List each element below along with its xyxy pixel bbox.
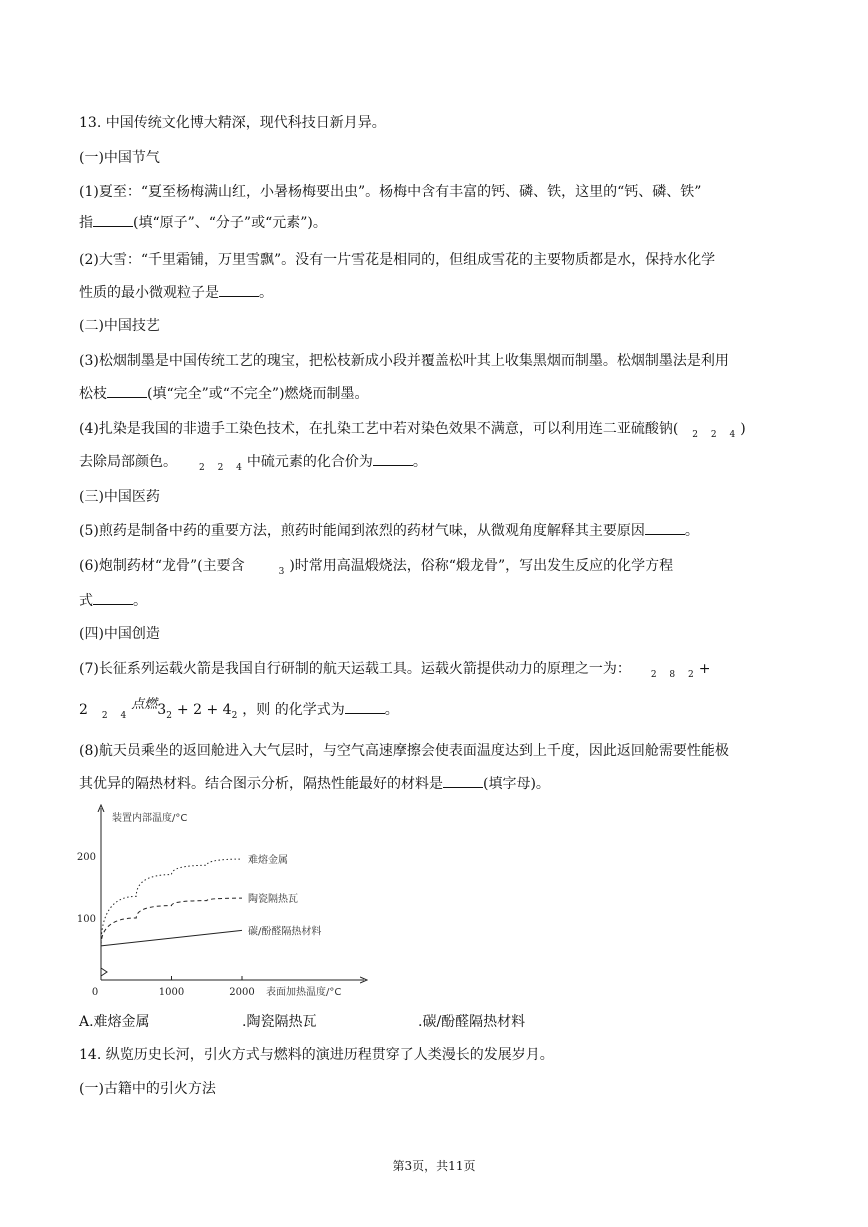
q13-section-4: (四)中国创造 bbox=[79, 626, 160, 642]
q13-p2-line1: (2)大雪：“千里霜铺，万里雪飘”。没有一片雪花是相同的，但组成雪花的主要物质都是水，保持水化学 bbox=[79, 252, 716, 268]
answer-blank[interactable] bbox=[373, 452, 413, 466]
q13-p4-line2: 去除局部颜色。 $_{2 2 4}$中硫元素的化合价为 。 bbox=[79, 454, 427, 473]
y-axis-label: 装置内部温度/°C bbox=[112, 813, 188, 824]
q13-p2-line2: 性质的最小微观粒子是 。 bbox=[79, 285, 273, 301]
answer-blank[interactable] bbox=[345, 700, 385, 714]
series-label-2: 碳/酚醛隔热材料 bbox=[248, 926, 322, 938]
q13-p7-line2: 2 $_{2 4}$点燃$3_2+ 2 + 4_2$，则 的化学式为 。 bbox=[79, 697, 399, 721]
x-tick-label: 1000 bbox=[158, 987, 185, 998]
q13-section-2: (二)中国技艺 bbox=[79, 318, 160, 334]
q14-title: 14. 纵览历史长河，引火方式与燃料的演进历程贯穿了人类漫长的发展岁月。 bbox=[79, 1047, 554, 1063]
answer-blank[interactable] bbox=[93, 591, 133, 605]
q13-p3-line1: (3)松烟制墨是中国传统工艺的瑰宝，把松枝新成小段并覆盖松叶其上收集黑烟而制墨。松烟制墨法是利用 bbox=[79, 353, 729, 369]
x-axis-label: 表面加热温度/°C bbox=[266, 987, 342, 998]
x-tick-label: 0 bbox=[91, 987, 99, 998]
y-tick-label: 200 bbox=[76, 852, 96, 863]
q13-p3-line2: 松枝 (填“完全”或“不完全”)燃烧而制墨。 bbox=[79, 386, 369, 402]
q14-section-1: (一)古籍中的引火方法 bbox=[79, 1081, 216, 1097]
answer-blank[interactable] bbox=[107, 384, 147, 398]
answer-blank[interactable] bbox=[93, 213, 133, 227]
q13-p7-line1: (7)长征系列运载火箭是我国自行研制的航天运载工具。运载火箭提供动力的原理之一为： $_{2 8 2}$+ bbox=[79, 661, 711, 680]
q13-p8-line2: 其优异的隔热材料。结合图示分析，隔热性能最好的材料是 (填字母)。 bbox=[79, 776, 550, 792]
series-line-2 bbox=[101, 930, 242, 946]
answer-blank[interactable] bbox=[443, 774, 483, 788]
axis-break bbox=[101, 968, 107, 976]
q13-p4-line1: (4)扎染是我国的非遗手工染色技术，在扎染工艺中若对染色效果不满意，可以利用连二亚硫酸钠( $_{2 2 4}$) bbox=[79, 421, 746, 440]
q13-p5: (5)煎药是制备中药的重要方法，煎药时能闻到浓烈的药材气味，从微观角度解释其主要原因 。 bbox=[79, 523, 699, 539]
q13-title: 13. 中国传统文化博大精深，现代科技日新月异。 bbox=[79, 115, 386, 131]
q13-p1-line2: 指 (填“原子”、“分子”或“元素”)。 bbox=[79, 215, 327, 231]
q13-section-1: (一)中国节气 bbox=[79, 150, 160, 166]
answer-blank[interactable] bbox=[645, 521, 685, 535]
series-label-0: 难熔金属 bbox=[248, 855, 288, 867]
q13-p6-line1: (6)炮制药材“龙骨”(主要含 $_3$)时常用高温煅烧法，俗称“煅龙骨”，写出发生反应的化学方程 bbox=[79, 558, 674, 577]
insulation-chart bbox=[74, 800, 374, 1005]
answer-blank[interactable] bbox=[219, 283, 259, 297]
option-c: .碳/酚醛隔热材料 bbox=[418, 1014, 526, 1030]
page-footer: 第3页，共11页 bbox=[392, 1159, 476, 1173]
series-line-1 bbox=[101, 898, 242, 946]
series-label-1: 陶瓷隔热瓦 bbox=[248, 894, 298, 906]
q13-p1-line1: (1)夏至：“夏至杨梅满山红，小暑杨梅要出虫”。杨梅中含有丰富的钙、磷、铁，这里的“钙、磷、铁” bbox=[79, 184, 702, 200]
y-tick-label: 100 bbox=[76, 914, 96, 925]
option-b: .陶瓷隔热瓦 bbox=[242, 1014, 317, 1030]
q13-section-3: (三)中国医药 bbox=[79, 489, 160, 505]
option-a: A.难熔金属 bbox=[79, 1014, 150, 1030]
q13-p6-line2: 式 。 bbox=[79, 593, 147, 609]
x-tick-label: 2000 bbox=[229, 987, 255, 998]
q13-p8-line1: (8)航天员乘坐的返回舱进入大气层时，与空气高速摩擦会使表面温度达到上千度，因此返回舱需要性能极 bbox=[79, 743, 729, 759]
